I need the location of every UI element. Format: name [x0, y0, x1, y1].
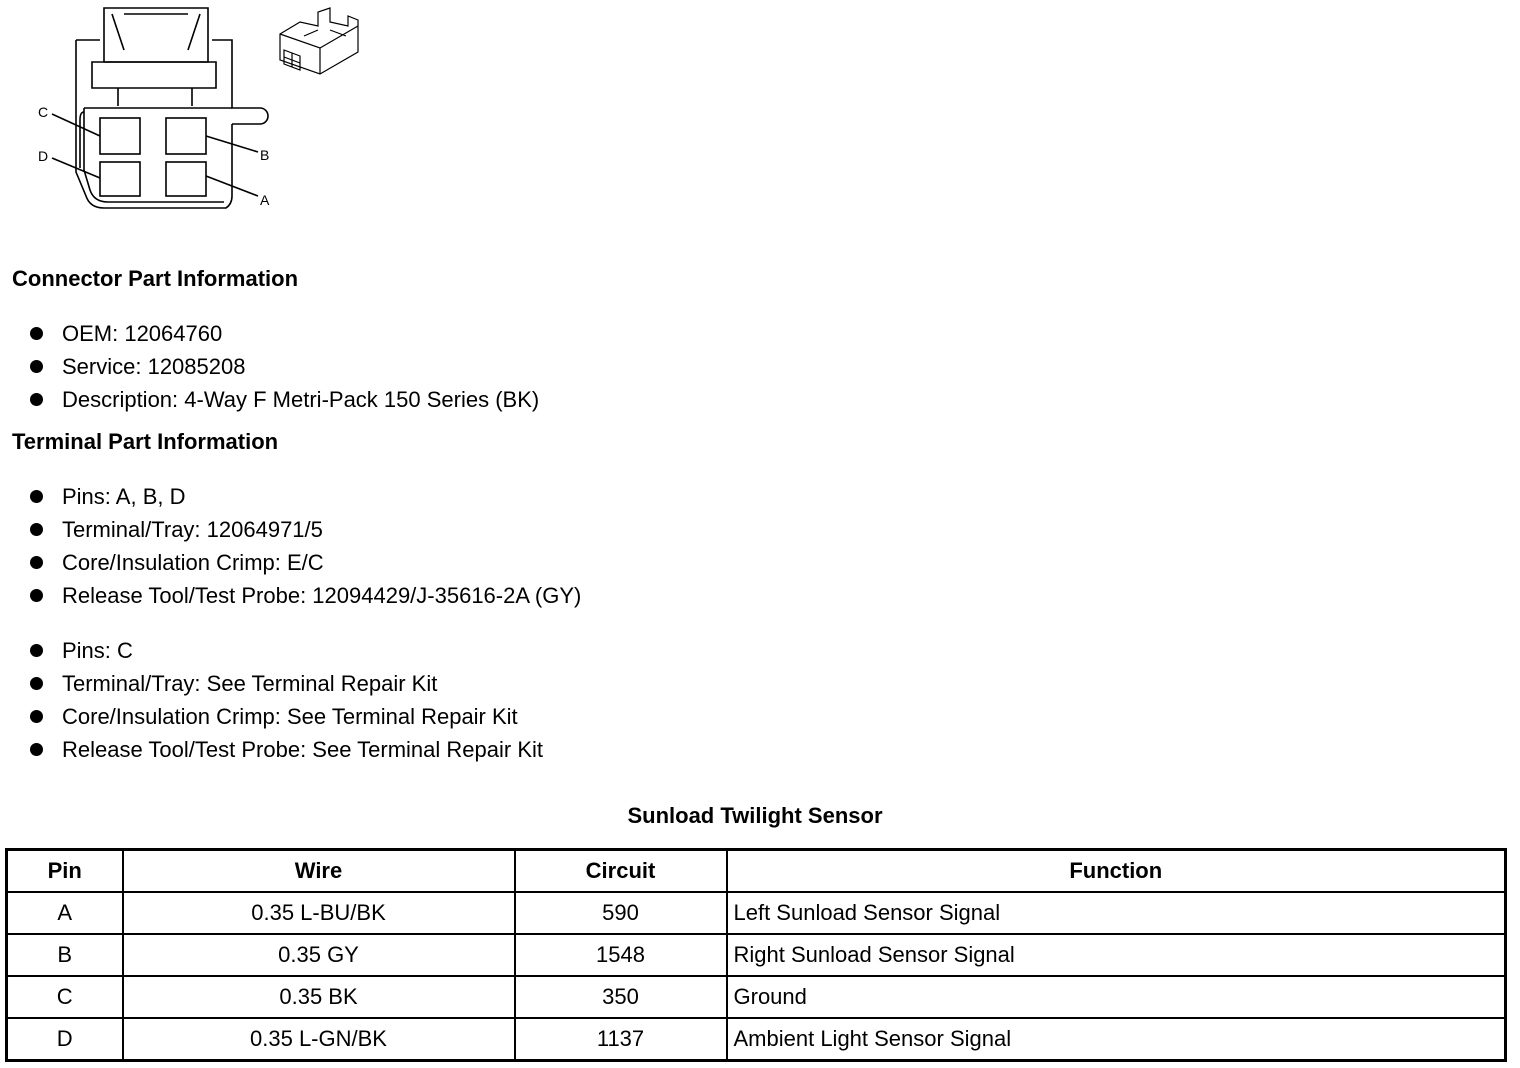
list-item: Core/Insulation Crimp: E/C — [30, 546, 581, 579]
terminal-part-list-1 — [30, 480, 581, 612]
connector-part-list — [30, 317, 539, 416]
cell-wire: 0.35 BK — [123, 976, 515, 1018]
table-row — [7, 934, 1506, 976]
header-circuit: Circuit — [515, 850, 727, 893]
table-row — [7, 976, 1506, 1018]
cell-pin: A — [7, 892, 123, 934]
cell-function: Right Sunload Sensor Signal — [727, 934, 1506, 976]
connector-diagram — [0, 0, 380, 220]
cell-wire: 0.35 GY — [123, 934, 515, 976]
list-item: Core/Insulation Crimp: See Terminal Repair Kit — [30, 700, 543, 733]
pin-label-c: C — [38, 104, 49, 120]
pin-label-a: A — [260, 192, 270, 208]
terminal-part-info-title: Terminal Part Information — [12, 429, 279, 454]
header-wire: Wire — [123, 850, 515, 893]
list-item: OEM: 12064760 — [30, 317, 539, 350]
list-item: Description: 4-Way F Metri-Pack 150 Series (BK) — [30, 383, 539, 416]
list-item: Pins: A, B, D — [30, 480, 581, 513]
list-item: Pins: C — [30, 634, 543, 667]
cell-pin: C — [7, 976, 123, 1018]
cell-pin: B — [7, 934, 123, 976]
header-function: Function — [727, 850, 1506, 893]
terminal-part-list-2 — [30, 634, 543, 766]
cell-function: Ambient Light Sensor Signal — [727, 1018, 1506, 1061]
cell-function: Left Sunload Sensor Signal — [727, 892, 1506, 934]
list-item: Service: 12085208 — [30, 350, 539, 383]
list-item: Release Tool/Test Probe: See Terminal Repair Kit — [30, 733, 543, 766]
table-row — [7, 892, 1506, 934]
table-row — [7, 1018, 1506, 1061]
cell-circuit: 590 — [515, 892, 727, 934]
list-item: Terminal/Tray: See Terminal Repair Kit — [30, 667, 543, 700]
cell-wire: 0.35 L-BU/BK — [123, 892, 515, 934]
cell-circuit: 1548 — [515, 934, 727, 976]
cell-wire: 0.35 L-GN/BK — [123, 1018, 515, 1061]
cell-circuit: 350 — [515, 976, 727, 1018]
table-title: Sunload Twilight Sensor — [627, 803, 883, 828]
connector-part-info-title: Connector Part Information — [12, 266, 299, 291]
pinout-table — [5, 848, 1507, 1062]
cell-circuit: 1137 — [515, 1018, 727, 1061]
cell-function: Ground — [727, 976, 1506, 1018]
connector-isometric-icon — [280, 8, 358, 74]
pin-label-b: B — [260, 147, 270, 163]
list-item: Terminal/Tray: 12064971/5 — [30, 513, 581, 546]
pin-label-d: D — [38, 148, 49, 164]
list-item: Release Tool/Test Probe: 12094429/J-35616-2A (GY) — [30, 579, 581, 612]
cell-pin: D — [7, 1018, 123, 1061]
table-header-row — [7, 850, 1506, 893]
header-pin: Pin — [7, 850, 123, 893]
